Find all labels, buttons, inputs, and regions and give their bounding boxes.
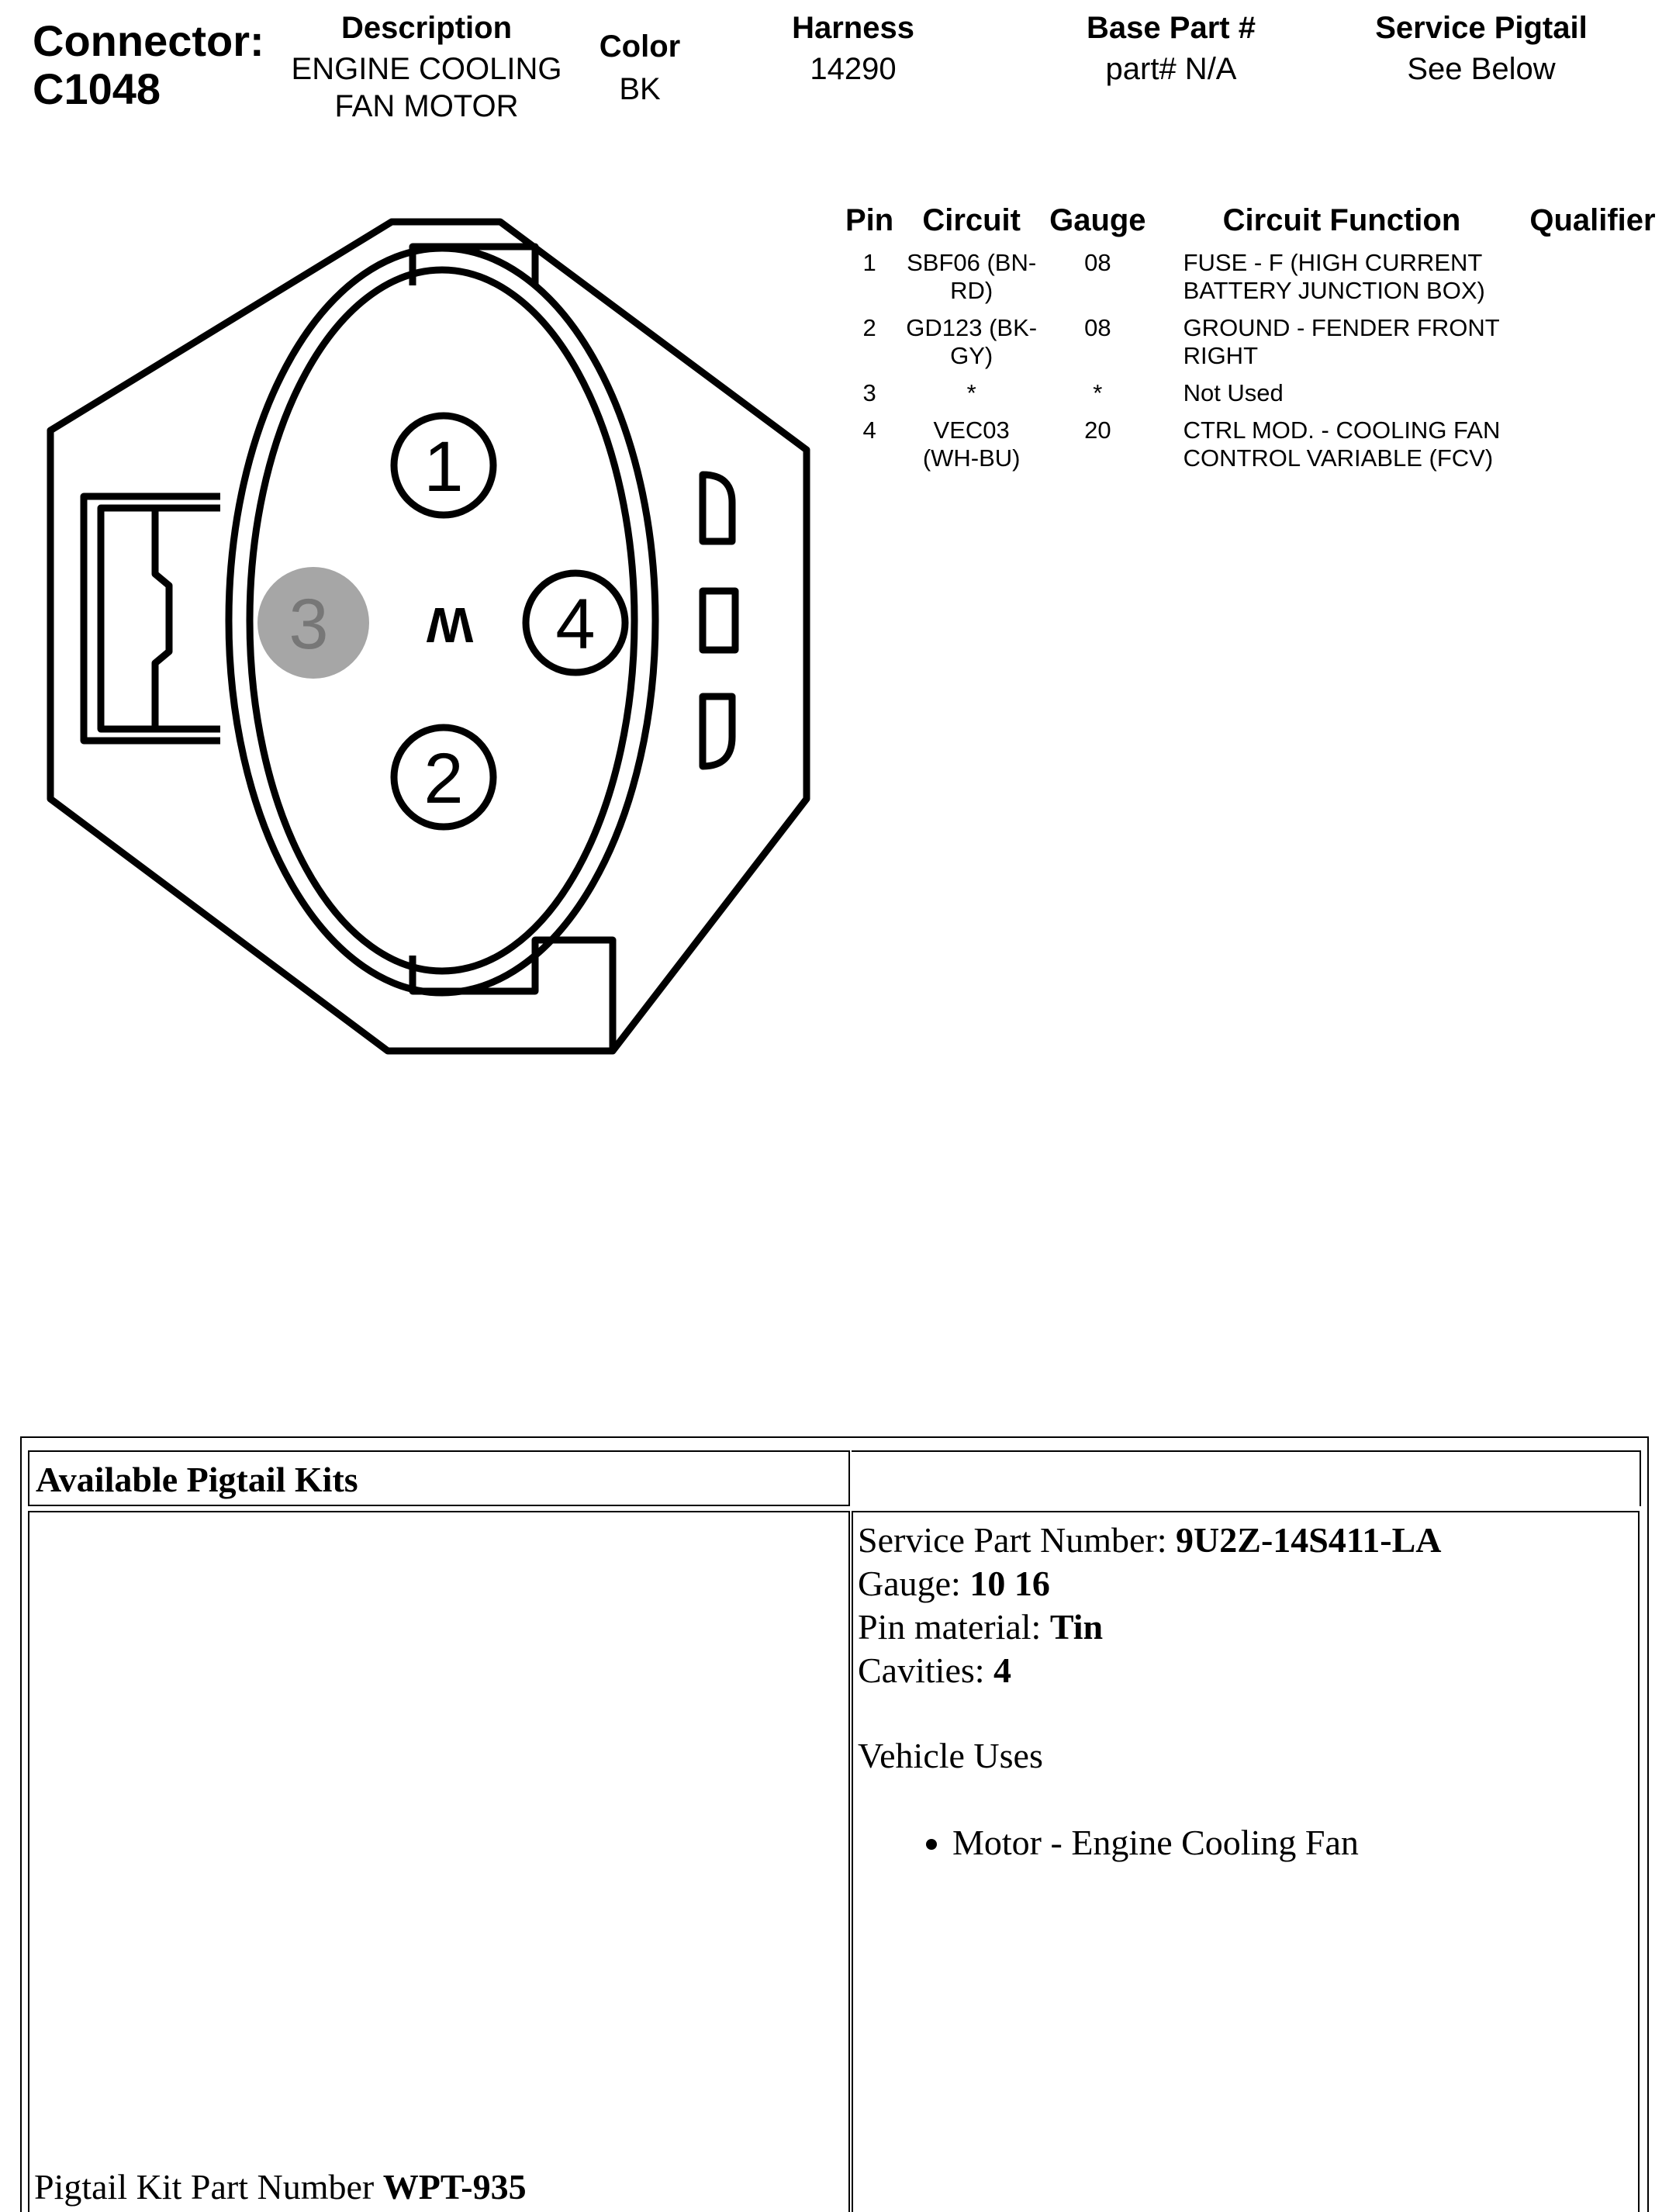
function-line: GROUND - FENDER FRONT [1183,314,1500,341]
kit-part-label: Pigtail Kit Part Number [34,2167,383,2207]
connector-label: Connector: [33,16,264,65]
function-line: CTRL MOD. - COOLING FAN [1183,416,1501,444]
vehicle-uses-list [858,1821,1633,1865]
vehicle-uses-label: Vehicle Uses [858,1736,1043,1775]
function-cell [1152,249,1507,314]
qualifier-header: Qualifier [1529,203,1656,237]
right-tab-bottom [703,696,732,766]
pin-1-label: 1 [423,427,464,506]
pin-3-label: 3 [289,585,329,664]
pin-table [839,203,1662,482]
harness-label: Harness [792,11,914,45]
function-line: FUSE - F (HIGH CURRENT [1183,249,1483,276]
pin-cell: 1 [862,249,876,276]
gauge-cell: 20 [1084,416,1111,444]
base-part-label: Base Part # [1087,11,1256,45]
circuit-line: (WH-BU) [922,444,1021,472]
pigtail-kits-title-text: Available Pigtail Kits [36,1460,358,1499]
qualifier-cell [1506,314,1661,379]
function-line: BATTERY JUNCTION BOX) [1183,277,1485,304]
service-part-label: Service Part Number: [858,1520,1177,1560]
kit-part-number [34,2166,527,2207]
service-pigtail-label: Service Pigtail [1375,11,1588,45]
harness-value: 14290 [810,52,897,86]
pin-cell: 4 [862,416,876,444]
list-item: • Motor - Engine Cooling Fan [952,1821,1633,1865]
table-row [839,249,1662,314]
function-line: RIGHT [1183,342,1258,369]
description-line2: FAN MOTOR [334,89,519,123]
right-tab-top [703,475,732,541]
circuit-line: GD123 (BK- [906,314,1038,341]
pin-header: Pin [845,203,894,237]
cavities-value: 4 [993,1650,1012,1690]
circuit-cell: * [966,379,976,406]
gauge-cell: 08 [1084,314,1111,341]
function-header: Circuit Function [1222,203,1461,237]
gauge-line [858,1562,1633,1605]
function-cell: Not Used [1183,379,1284,406]
key-mark: W [426,597,474,653]
gauge-header: Gauge [1049,203,1146,237]
connector-title [33,17,264,113]
cavities-label: Cavities: [858,1650,994,1690]
color-label: Color [599,29,681,64]
circuit-cell [900,416,1043,482]
pin-4-label: 4 [555,585,596,664]
service-part-line [858,1519,1633,1562]
kit-details-cell [852,1511,1640,2212]
circuit-line: GY) [950,342,993,369]
base-part-column [1039,11,1303,88]
function-cell [1152,314,1507,379]
qualifier-cell [1506,416,1661,482]
pin-2-label: 2 [423,739,464,818]
description-label: Description [340,11,513,45]
function-line: CONTROL VARIABLE (FCV) [1183,444,1494,472]
base-part-value: part# N/A [1105,52,1237,86]
gauge-value: 10 16 [969,1564,1050,1603]
gauge-label: Gauge: [858,1564,970,1603]
description-column [279,11,574,125]
pin-material-label: Pin material: [858,1607,1050,1647]
circuit-line: VEC03 [933,416,1010,444]
qualifier-cell [1506,249,1661,314]
gauge-cell: * [1093,379,1103,406]
table-row [839,416,1662,482]
pin-material-value: Tin [1049,1607,1104,1647]
qualifier-cell [1506,379,1661,416]
service-part-value: 9U2Z-14S411-LA [1176,1520,1442,1560]
description-line1: ENGINE COOLING [291,52,562,86]
left-latch-tab [155,508,169,729]
service-pigtail-column [1334,11,1629,88]
pin-table-header [839,203,1662,249]
color-value: BK [619,72,661,106]
cavities-line [858,1649,1633,1692]
harness-column [745,11,962,88]
table-row [839,314,1662,379]
pigtail-kits-title [28,1450,850,1506]
service-pigtail-value: See Below [1407,52,1556,86]
circuit-line: SBF06 (BN- [907,249,1037,276]
pin-cell: 2 [862,314,876,341]
pin-material-line [858,1605,1633,1649]
connector-face-diagram [0,194,838,1070]
color-column [574,29,706,108]
left-latch-inner [101,508,220,729]
right-tab-middle [703,591,735,650]
pigtail-kits-title-spacer [852,1450,1641,1506]
circuit-header: Circuit [922,203,1021,237]
kit-image-cell [28,1511,850,2212]
table-row [839,379,1662,416]
function-cell [1152,416,1507,482]
circuit-cell [900,314,1043,379]
circuit-cell [900,249,1043,314]
kit-part-value: WPT-935 [382,2167,527,2207]
circuit-line: RD) [950,277,993,304]
pin-cell: 3 [862,379,876,406]
connector-id: C1048 [33,64,161,113]
gauge-cell: 08 [1084,249,1111,276]
